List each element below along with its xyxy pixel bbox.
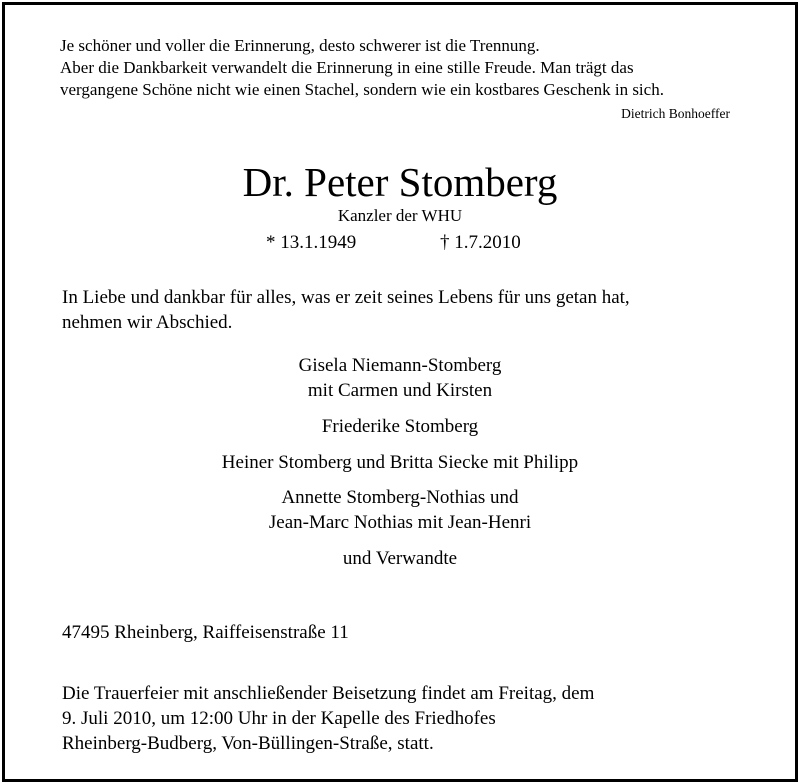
farewell-line-1: In Liebe und dankbar für alles, was er zeit seines Lebens für uns getan hat, <box>62 287 630 308</box>
quote-line-2: Aber die Dankbarkeit verwandelt die Erinnerung in eine stille Freude. Man trägt das <box>60 58 634 77</box>
deceased-name: Dr. Peter Stomberg <box>242 159 558 205</box>
funeral-line-2: 9. Juli 2010, um 12:00 Uhr in der Kapelle des Friedhofes <box>62 708 496 729</box>
mourner-5-line-1: und Verwandte <box>342 548 458 569</box>
address: 47495 Rheinberg, Raiffeisenstraße 11 <box>62 622 349 643</box>
quote-line-1: Je schöner und voller die Erinnerung, desto schwerer ist die Trennung. <box>60 36 540 55</box>
deceased-role: Kanzler der WHU <box>337 206 463 225</box>
quote-author: Dietrich Bonhoeffer <box>621 106 730 121</box>
farewell-line-2: nehmen wir Abschied. <box>62 312 233 333</box>
mourner-4-line-2: Jean-Marc Nothias mit Jean-Henri <box>268 512 532 533</box>
quote-line-3: vergangene Schöne nicht wie einen Stachel, sondern wie ein kostbares Geschenk in sich. <box>60 80 664 99</box>
birth-date: * 13.1.1949 <box>266 232 357 253</box>
mourner-1-line-2: mit Carmen und Kirsten <box>307 380 493 401</box>
death-date: † 1.7.2010 <box>440 232 521 253</box>
mourner-3-line-1: Heiner Stomberg und Britta Siecke mit Philipp <box>221 452 579 473</box>
funeral-line-3: Rheinberg-Budberg, Von-Büllingen-Straße, statt. <box>62 733 434 754</box>
funeral-line-1: Die Trauerfeier mit anschließender Beisetzung findet am Freitag, dem <box>62 683 595 704</box>
mourner-1-line-1: Gisela Niemann-Stomberg <box>298 355 502 376</box>
mourner-4-line-1: Annette Stomberg-Nothias und <box>281 487 519 508</box>
mourner-2-line-1: Friederike Stomberg <box>321 416 479 437</box>
